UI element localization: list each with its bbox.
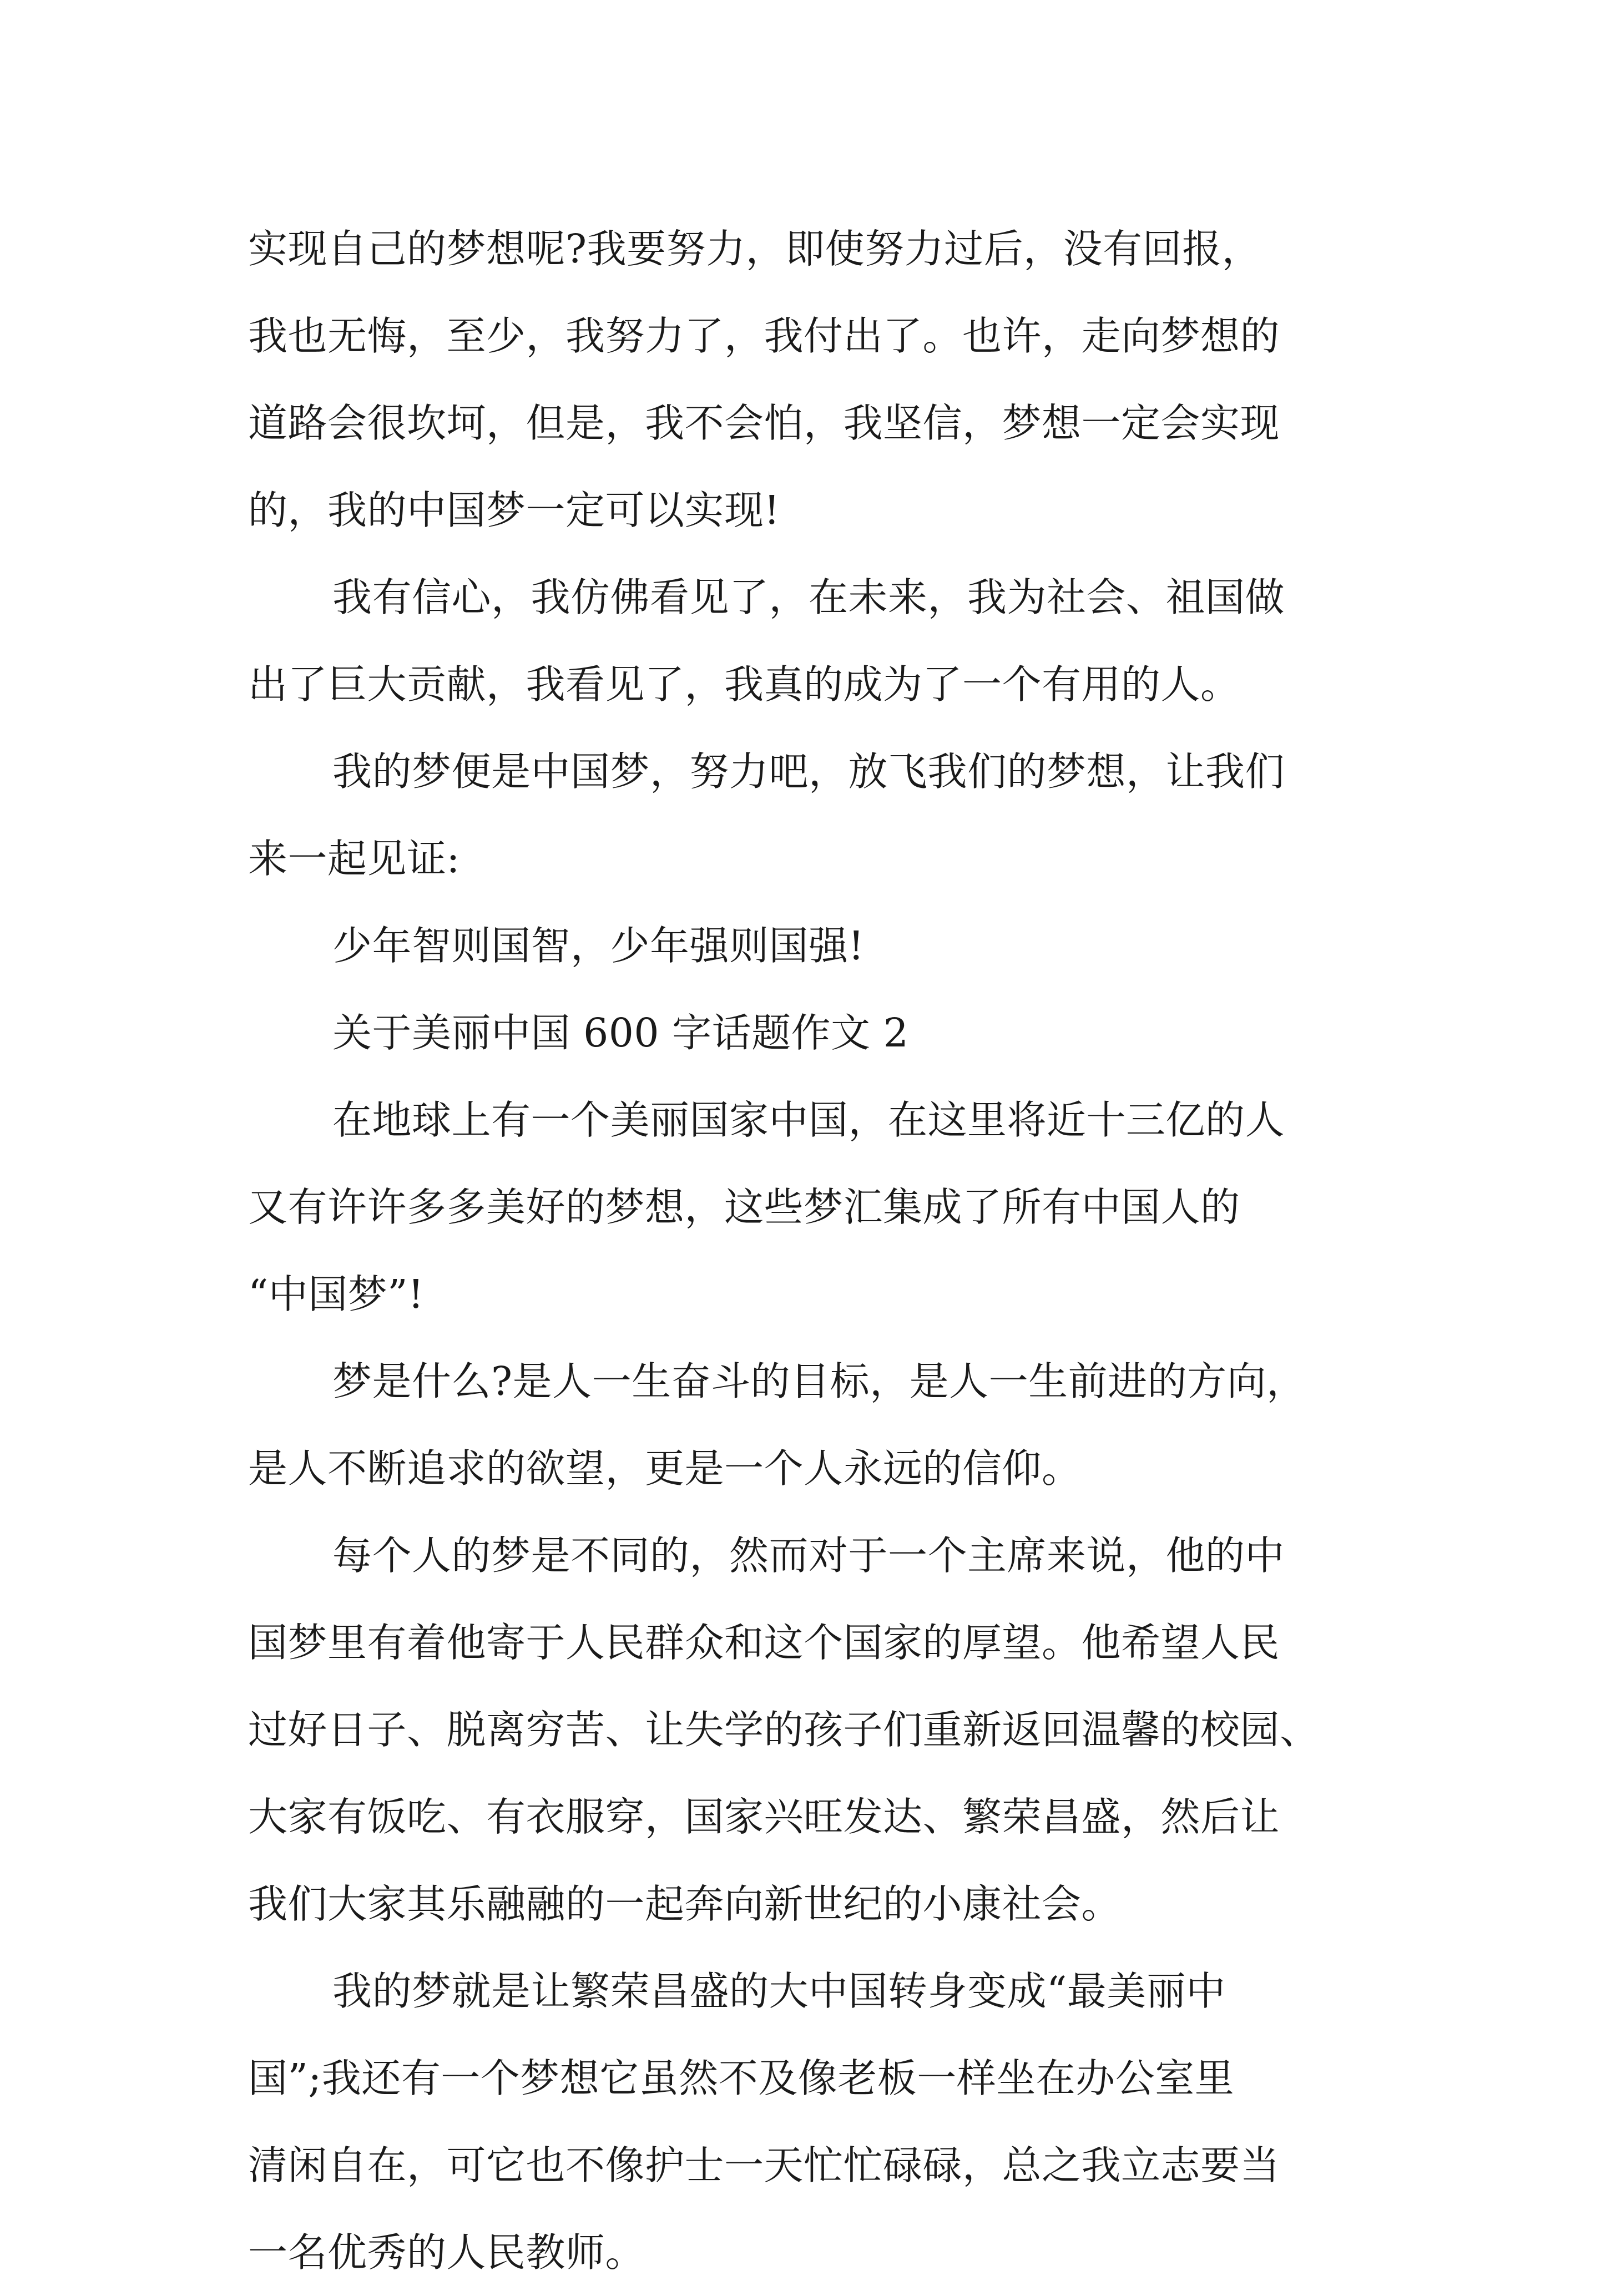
text-line: 实现自己的梦想呢?我要努力，即使努力过后，没有回报，	[248, 226, 1262, 272]
document-body	[248, 205, 1369, 2296]
text-line: 出了巨大贡献，我看见了，我真的成为了一个有用的人。	[248, 661, 1240, 707]
text-line: 道路会很坎坷，但是，我不会怕，我坚信，梦想一定会实现	[248, 400, 1280, 446]
text-line: 过好日子、脱离穷苦、让失学的孩子们重新返回温馨的校园、	[248, 1707, 1320, 1753]
text-line: 大家有饭吃、有衣服穿，国家兴旺发达、繁荣昌盛，然后让	[248, 1794, 1280, 1840]
text-line: “中国梦”!	[248, 1271, 425, 1317]
text-line: 又有许许多多美好的梦想，这些梦汇集成了所有中国人的	[248, 1184, 1240, 1230]
text-line: 来一起见证:	[248, 836, 460, 882]
text-line: 的，我的中国梦一定可以实现!	[248, 487, 780, 533]
text-line: 是人不断追求的欲望，更是一个人永远的信仰。	[248, 1445, 1082, 1491]
text-line: 国”;我还有一个梦想它虽然不及像老板一样坐在办公室里	[248, 2055, 1235, 2101]
paragraph-first-line: 我的梦便是中国梦，努力吧，放飞我们的梦想，让我们	[332, 749, 1285, 795]
paragraph-first-line: 我的梦就是让繁荣昌盛的大中国转身变成“最美丽中	[332, 1968, 1226, 2014]
paragraph-first-line: 我有信心，我仿佛看见了，在未来，我为社会、祖国做	[332, 574, 1285, 620]
paragraph-first-line: 梦是什么?是人一生奋斗的目标，是人一生前进的方向，	[332, 1358, 1306, 1404]
paragraph-first-line: 少年智则国智，少年强则国强!	[332, 923, 865, 969]
paragraph-first-line: 在地球上有一个美丽国家中国，在这里将近十三亿的人	[332, 1097, 1285, 1143]
essay-heading: 关于美丽中国 600 字话题作文 2	[332, 1010, 909, 1056]
text-line: 我也无悔，至少，我努力了，我付出了。也许，走向梦想的	[248, 313, 1280, 359]
text-line: 我们大家其乐融融的一起奔向新世纪的小康社会。	[248, 1881, 1122, 1927]
paragraph-first-line: 每个人的梦是不同的，然而对于一个主席来说，他的中	[332, 1533, 1285, 1579]
text-line: 清闲自在，可它也不像护士一天忙忙碌碌，总之我立志要当	[248, 2142, 1280, 2188]
text-line: 一名优秀的人民教师。	[248, 2229, 645, 2275]
text-line: 国梦里有着他寄于人民群众和这个国家的厚望。他希望人民	[248, 1620, 1280, 1666]
